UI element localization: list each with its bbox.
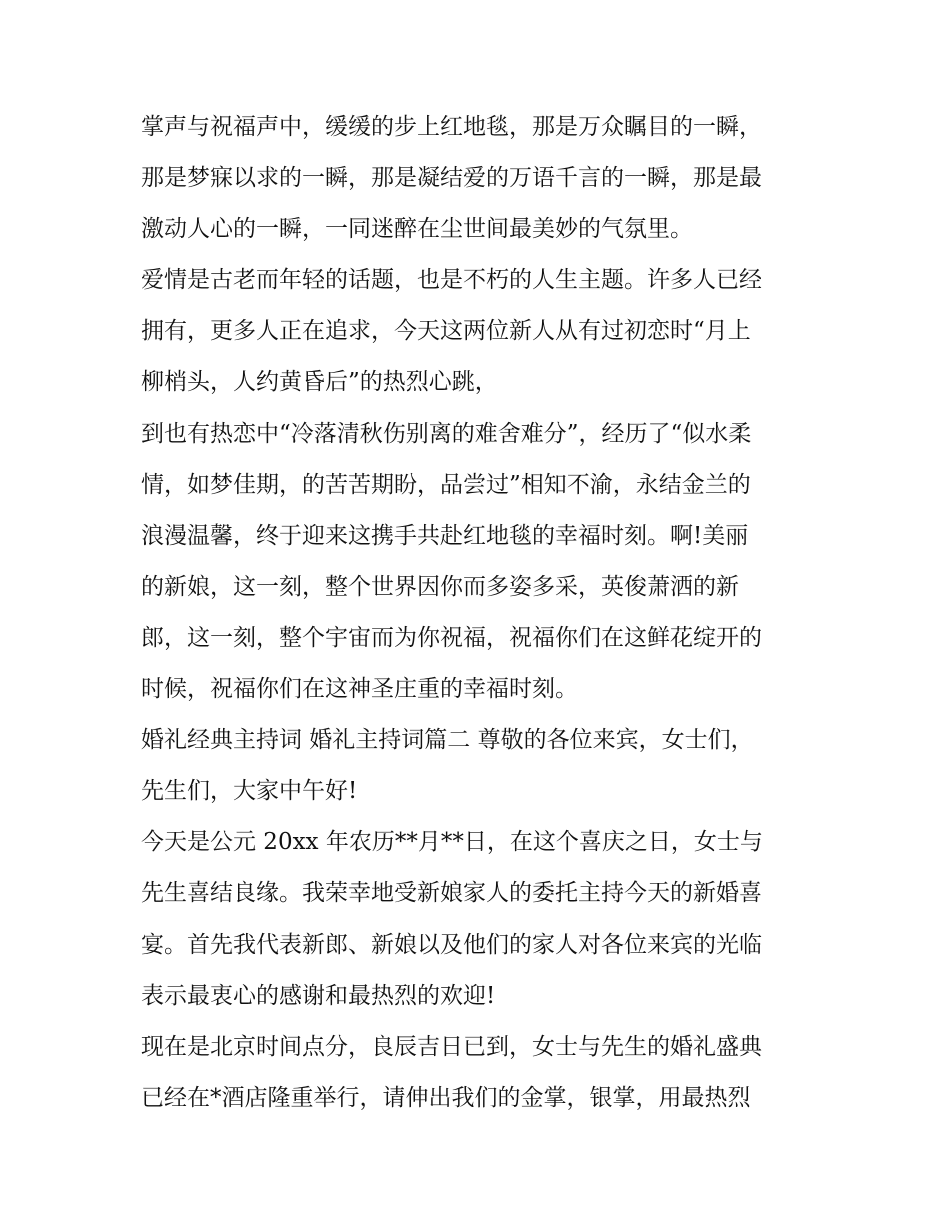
- text-line-12: 时候，祝福你们在这神圣庄重的幸福时刻。: [141, 676, 578, 703]
- text-line-9: 浪漫温馨，终于迎来这携手共赴红地毯的幸福时刻。啊!美丽: [141, 522, 749, 549]
- text-line-10: 的新娘，这一刻，整个世界因你而多姿多采，英俊萧洒的新: [141, 573, 739, 600]
- text-line-6: 柳梢头，人约黄昏后”的热烈心跳，: [141, 369, 498, 396]
- text-line-17: 宴。首先我代表新郎、新娘以及他们的家人对各位来宾的光临: [141, 931, 762, 958]
- text-line-2: 那是梦寐以求的一瞬，那是凝结爱的万语千言的一瞬，那是最: [141, 165, 762, 192]
- text-line-16: 先生喜结良缘。我荣幸地受新娘家人的委托主持今天的新婚喜: [141, 880, 762, 907]
- text-line-4: 爱情是古老而年轻的话题，也是不朽的人生主题。许多人已经: [141, 267, 762, 294]
- document-page: [141, 102, 816, 1124]
- text-line-1: 掌声与祝福声中，缓缓的步上红地毯，那是万众瞩目的一瞬，: [141, 114, 762, 140]
- text-line-8: 情，如梦佳期，的苦苦期盼，品尝过”相知不渝，永结金兰的: [141, 471, 751, 498]
- text-line-18: 表示最衷心的感谢和最热烈的欢迎!: [141, 982, 496, 1009]
- text-line-3: 激动人心的一瞬，一同迷醉在尘世间最美妙的气氛里。: [141, 216, 693, 243]
- text-line-14: 先生们，大家中午好!: [141, 778, 358, 805]
- text-line-20: 已经在*酒店隆重举行，请伸出我们的金掌，银掌，用最热烈: [141, 1084, 751, 1111]
- text-line-19: 现在是北京时间点分，良辰吉日已到，女士与先生的婚礼盛典: [141, 1033, 762, 1060]
- text-line-5: 拥有，更多人正在追求，今天这两位新人从有过初恋时“月上: [141, 318, 751, 345]
- text-line-15: 今天是公元 20xx 年农历**月**日，在这个喜庆之日，女士与: [141, 829, 763, 856]
- text-line-11: 郎，这一刻，整个宇宙而为你祝福，祝福你们在这鲜花绽开的: [141, 624, 762, 651]
- text-line-13: 婚礼经典主持词 婚礼主持词篇二 尊敬的各位来宾，女士们，: [141, 727, 754, 754]
- text-line-7: 到也有热恋中“冷落清秋伤别离的难舍难分”，经历了“似水柔: [141, 420, 752, 447]
